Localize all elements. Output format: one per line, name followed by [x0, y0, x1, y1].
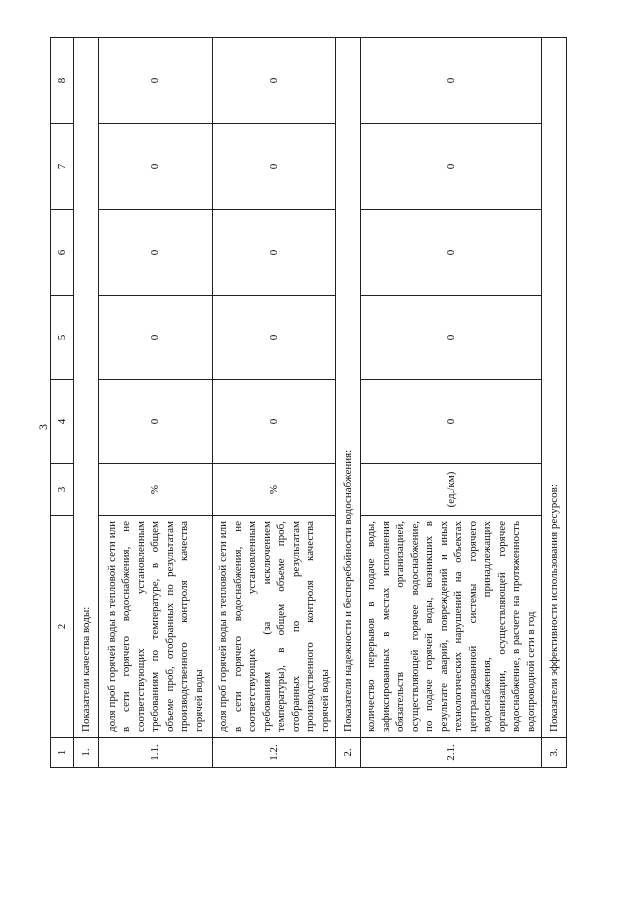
row-value: 0 [99, 210, 213, 296]
row-value: 0 [99, 124, 213, 210]
column-header: 6 [51, 210, 74, 296]
row-description: доля проб горячей воды в тепловой сети или в сети горячего водоснабжения, не соответствующих установленным требованиям по температуре, в общем объеме проб, отобранных по результатам производственного контроля качества горячей воды [99, 516, 213, 738]
section-row-reliability [336, 38, 361, 768]
row-value: 0 [361, 124, 542, 210]
row-value: 0 [99, 38, 213, 124]
column-header: 3 [51, 464, 74, 516]
indicators-table-sheet [50, 38, 585, 768]
column-header: 7 [51, 124, 74, 210]
row-value: 0 [213, 380, 336, 464]
section-row-resource-efficiency [542, 38, 567, 768]
table-row [361, 38, 542, 768]
row-value: 0 [99, 380, 213, 464]
table-header-row [51, 38, 74, 768]
row-description: доля проб горячей воды в тепловой сети или в сети горячего водоснабжения, не соответствующих установленным требованиям (за исключением температуры), в общем объеме проб, отобранных по результатам производственного контроля качества горячей воды [213, 516, 336, 738]
section-number: 1. [74, 738, 99, 768]
row-number: 2.1. [361, 738, 542, 768]
row-value: 0 [213, 124, 336, 210]
indicators-table [50, 37, 567, 768]
row-value: 0 [361, 210, 542, 296]
column-header: 5 [51, 296, 74, 380]
section-number: 3. [542, 738, 567, 768]
section-title: Показатели надежности и бесперебойности водоснабжения: [336, 38, 361, 738]
column-header: 4 [51, 380, 74, 464]
row-unit: % [213, 464, 336, 516]
section-title: Показатели качества воды: [74, 38, 99, 738]
row-number: 1.1. [99, 738, 213, 768]
table-row [99, 38, 213, 768]
section-number: 2. [336, 738, 361, 768]
row-unit: % [99, 464, 213, 516]
page-number: 3 [36, 424, 50, 430]
row-value: 0 [361, 380, 542, 464]
row-value: 0 [361, 38, 542, 124]
row-value: 0 [99, 296, 213, 380]
row-number: 1.2. [213, 738, 336, 768]
column-header: 1 [51, 738, 74, 768]
row-value: 0 [213, 296, 336, 380]
section-row-water-quality [74, 38, 99, 768]
column-header: 2 [51, 516, 74, 738]
section-title: Показатели эффективности использования ресурсов: [542, 38, 567, 738]
row-unit: (ед./км) [361, 464, 542, 516]
row-value: 0 [361, 296, 542, 380]
row-value: 0 [213, 210, 336, 296]
row-description: количество перерывов в подаче воды, зафиксированных в местах исполнения обязательств организацией, осуществляющей горячее водоснабжение, по подаче горячей воды, возникших в результате аварий, повреждений и иных технологических нарушений на объектах централизованной системы горячего водоснабжения, принадлежащих организации, осуществляющей горячее водоснабжение, в расчете на протяженность водопроводной сети в год [361, 516, 542, 738]
table-row [213, 38, 336, 768]
column-header: 8 [51, 38, 74, 124]
row-value: 0 [213, 38, 336, 124]
